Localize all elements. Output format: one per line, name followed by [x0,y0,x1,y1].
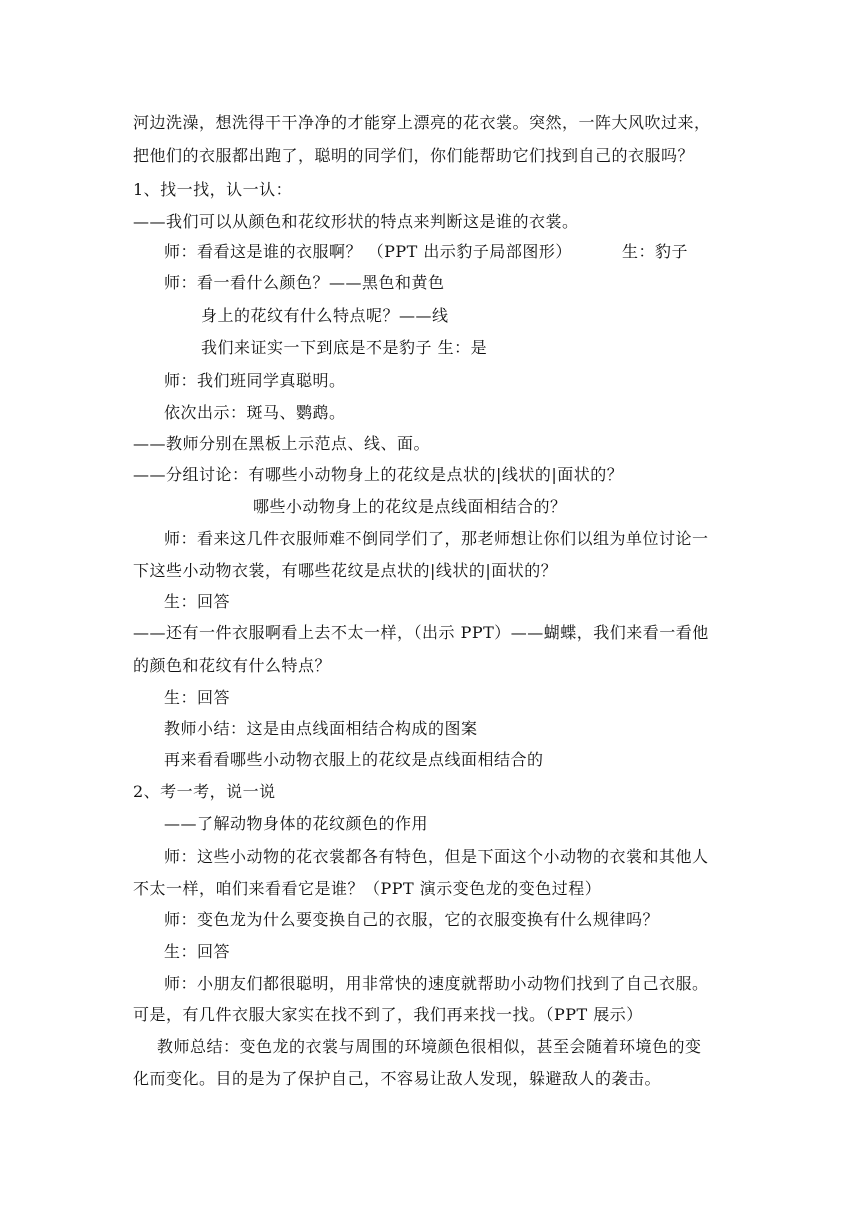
text-line: 依次出示：斑马、鹦鹉。 [164,403,346,422]
text-line: 生：回答 [164,688,231,707]
text-line: 生：豹子 [622,242,689,261]
text-line: 河边洗澡，想洗得干干净净的才能穿上漂亮的花衣裳。突然，一阵大风吹过来， [133,113,711,132]
text-line: 教师总结：变色龙的衣裳与周围的环境颜色很相似，甚至会随着环境色的变 [157,1037,702,1056]
text-line: 生：回答 [164,942,231,961]
text-line: 生：回答 [164,592,231,611]
text-line: 不太一样，咱们来看看它是谁？（PPT 演示变色龙的变色过程） [133,879,602,898]
text-line: 教师小结：这是由点线面相结合构成的图案 [164,719,478,738]
text-line: 哪些小动物身上的花纹是点线面相结合的？ [253,497,567,516]
text-line: 师：变色龙为什么要变换自己的衣服，它的衣服变换有什么规律吗？ [164,910,660,929]
text-line: 师：小朋友们都很聪明，用非常快的速度就帮助小动物们找到了自己衣服。 [164,974,709,993]
text-line: 2、考一考，说一说 [133,782,276,801]
text-line: 我们来证实一下到底是不是豹子 生：是 [201,338,488,357]
text-line: 师：看看这是谁的衣服啊？ （PPT 出示豹子局部图形） [164,242,572,261]
text-line: 师：看一看什么颜色？——黑色和黄色 [164,273,445,292]
text-line: 可是，有几件衣服大家实在找不到了，我们再来找一找。（PPT 展示） [133,1005,643,1024]
text-line: ——还有一件衣服啊看上去不太一样，（出示 PPT）——蝴蝶，我们来看一看他 [133,623,709,642]
text-line: 师：看来这几件衣服师难不倒同学们了，那老师想让你们以组为单位讨论一 [164,529,709,548]
text-line: ——了解动物身体的花纹颜色的作用 [164,814,429,833]
text-line: 身上的花纹有什么特点呢？——线 [201,306,449,325]
text-line: 的颜色和花纹有什么特点？ [133,656,332,675]
text-line: ——我们可以从颜色和花纹形状的特点来判断这是谁的衣裳。 [133,212,579,231]
text-line: ——分组讨论：有哪些小动物身上的花纹是点状的|线状的|面状的？ [133,465,624,484]
text-line: 化而变化。目的是为了保护自己，不容易让敌人发现，躲避敌人的袭击。 [133,1069,662,1088]
text-line: 师：我们班同学真聪明。 [164,371,346,390]
text-line: 下这些小动物衣裳，有哪些花纹是点状的|线状的|面状的？ [133,561,558,580]
text-line: 师：这些小动物的花衣裳都各有特色，但是下面这个小动物的衣裳和其他人 [164,847,709,866]
text-line: 把他们的衣服都出跑了，聪明的同学们，你们能帮助它们找到自己的衣服吗？ [133,146,695,165]
text-line: ——教师分别在黑板上示范点、线、面。 [133,434,431,453]
text-line: 再来看看哪些小动物衣服上的花纹是点线面相结合的 [164,750,544,769]
text-line: 1、找一找，认一认： [133,180,293,199]
